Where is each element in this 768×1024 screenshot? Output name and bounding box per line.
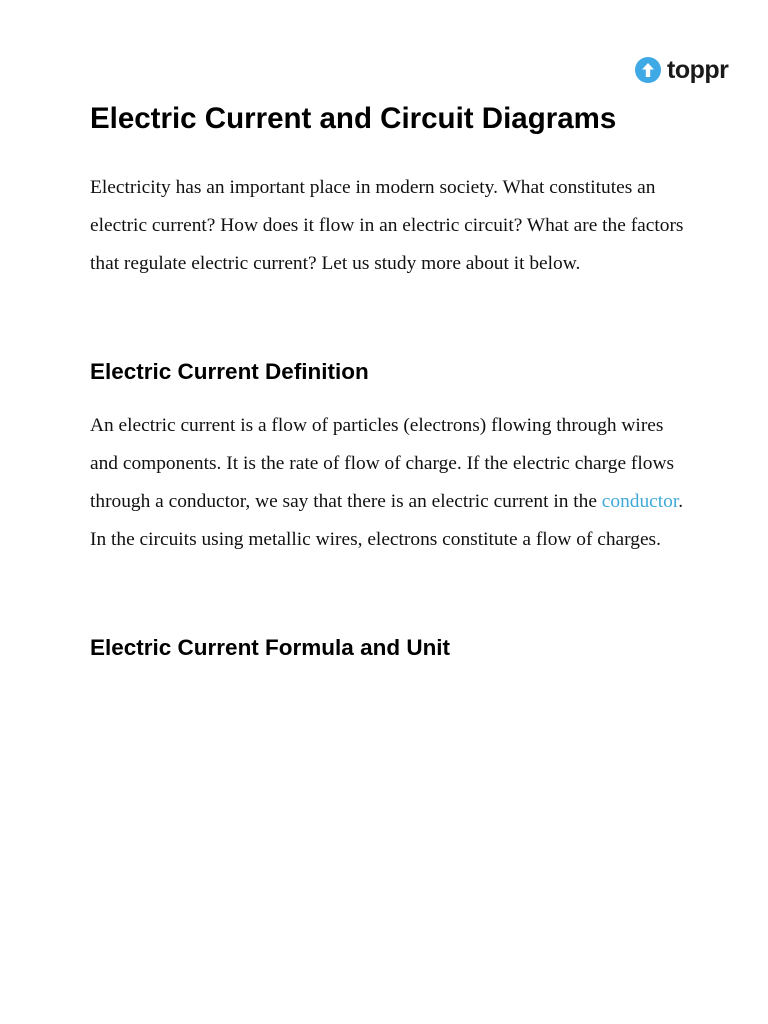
- conductor-link[interactable]: conductor: [601, 491, 679, 512]
- arrow-up-circle-icon: [635, 57, 661, 83]
- intro-paragraph: Electricity has an important place in modern society. What constitutes an electric current? How does it flow in an electric circuit? What are the factors that regulate electric current? Let us study more about it below.: [90, 177, 684, 274]
- definition-text-end: . In the circuits using metallic wires, electrons constitute a flow of charges.: [90, 491, 684, 550]
- definition-paragraph: [90, 407, 690, 559]
- page-title: Electric Current and Circuit Diagrams: [90, 102, 617, 135]
- toppr-logo[interactable]: [635, 55, 728, 85]
- definition-text-start: An electric current is a flow of particles (electrons) flowing through wires and components. It is the rate of flow of charge. If the electric charge flows through a conductor, we say that there is an electric current in the: [90, 415, 675, 512]
- brand-name: toppr: [667, 56, 729, 84]
- section-heading-formula: Electric Current Formula and Unit: [90, 635, 451, 660]
- section-heading-definition: Electric Current Definition: [90, 359, 369, 384]
